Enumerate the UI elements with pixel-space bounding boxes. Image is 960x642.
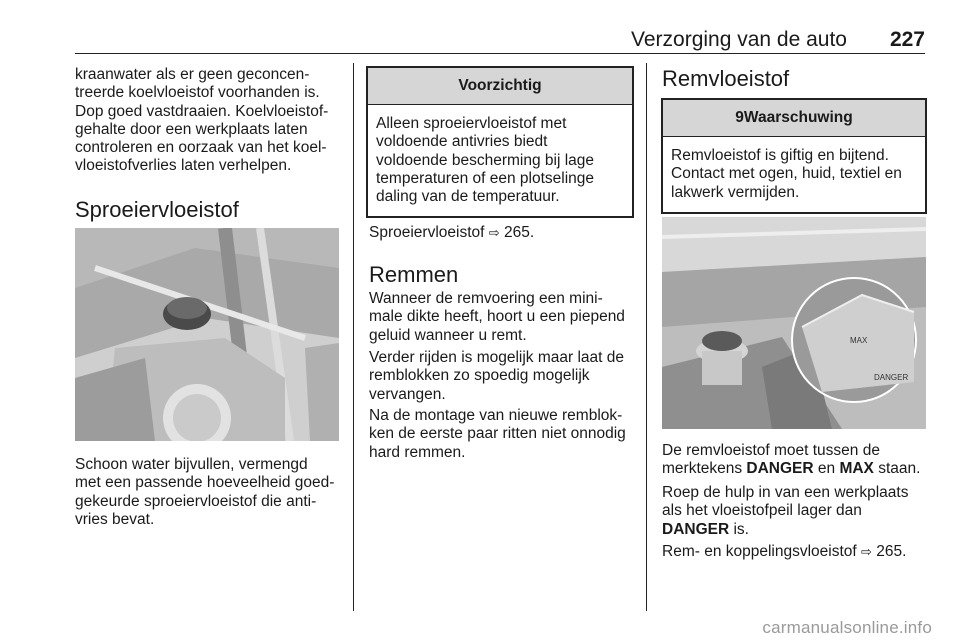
washer-fluid-reference[interactable]: Sproeiervloeistof ⇨ 265. (369, 224, 535, 241)
page-header (75, 22, 925, 52)
arrow-right-icon: ⇨ (861, 544, 872, 559)
brake-fluid-paragraph-2: Roep de hulp in van een werkplaats als het vloeistofpeil lager dan DANGER is. (662, 484, 909, 538)
washer-fluid-paragraph: Schoon water bijvullen, vermengd met een passende hoeveelheid goed- gekeurde sproeiervloeistof die anti- vries bevat. (75, 456, 335, 528)
coolant-paragraph: kraanwater als er geen geconcen- treerde koelvloeistof voorhanden is. Dop goed vastdraaien. Koelvloeistof- gehalte door een werkplaats laten controleren en oorzaak van het koel- vloeistofverlies laten verhelpen. (75, 66, 329, 175)
caution-text: Alleen sproeiervloeistof met voldoende antivries biedt voldoende bescherming bij lage temperaturen of een plotselinge daling van de temperatuur. (376, 115, 595, 206)
washer-reservoir-photo (75, 228, 339, 441)
brake-fluid-heading: Remvloeistof (662, 66, 790, 91)
brake-clutch-fluid-reference[interactable]: Rem- en koppelingsvloeistof ⇨ 265. (662, 543, 907, 560)
column-divider-2 (646, 63, 647, 611)
section-title: Verzorging van de auto (631, 28, 847, 51)
arrow-right-icon: ⇨ (488, 225, 500, 240)
max-mark-label: MAX (850, 336, 868, 345)
column-divider-1 (353, 63, 354, 611)
header-rule (75, 53, 925, 54)
caution-title: Voorzichtig (368, 68, 632, 105)
warning-text: Remvloeistof is giftig en bijtend. Contact met ogen, huid, textiel en lakwerk vermijden. (671, 147, 902, 201)
caution-box (366, 66, 634, 218)
warning-triangle-icon: 9 (735, 109, 744, 126)
watermark: carmanualsonline.info (762, 618, 932, 637)
danger-mark-label: DANGER (874, 373, 909, 382)
brakes-paragraph-1: Wanneer de remvoering een mini- male dikte heeft, hoort u een piepend geluid wanneer u remt. (369, 290, 625, 344)
washer-fluid-heading: Sproeiervloeistof (75, 197, 239, 222)
brake-fluid-reservoir-photo (662, 217, 926, 429)
warning-title: 9Waarschuwing (663, 100, 925, 137)
brakes-paragraph-2: Verder rijden is mogelijk maar laat de remblokken zo spoedig mogelijk vervangen. (369, 349, 625, 403)
brakes-paragraph-3: Na de montage van nieuwe remblok- ken de eerste paar ritten niet onnodig hard remmen. (369, 407, 626, 461)
brakes-heading: Remmen (369, 262, 459, 287)
warning-box (661, 98, 927, 214)
brake-fluid-paragraph-1: De remvloeistof moet tussen de merktekens DANGER en MAX staan. (662, 442, 921, 478)
page-number: 227 (889, 28, 925, 51)
